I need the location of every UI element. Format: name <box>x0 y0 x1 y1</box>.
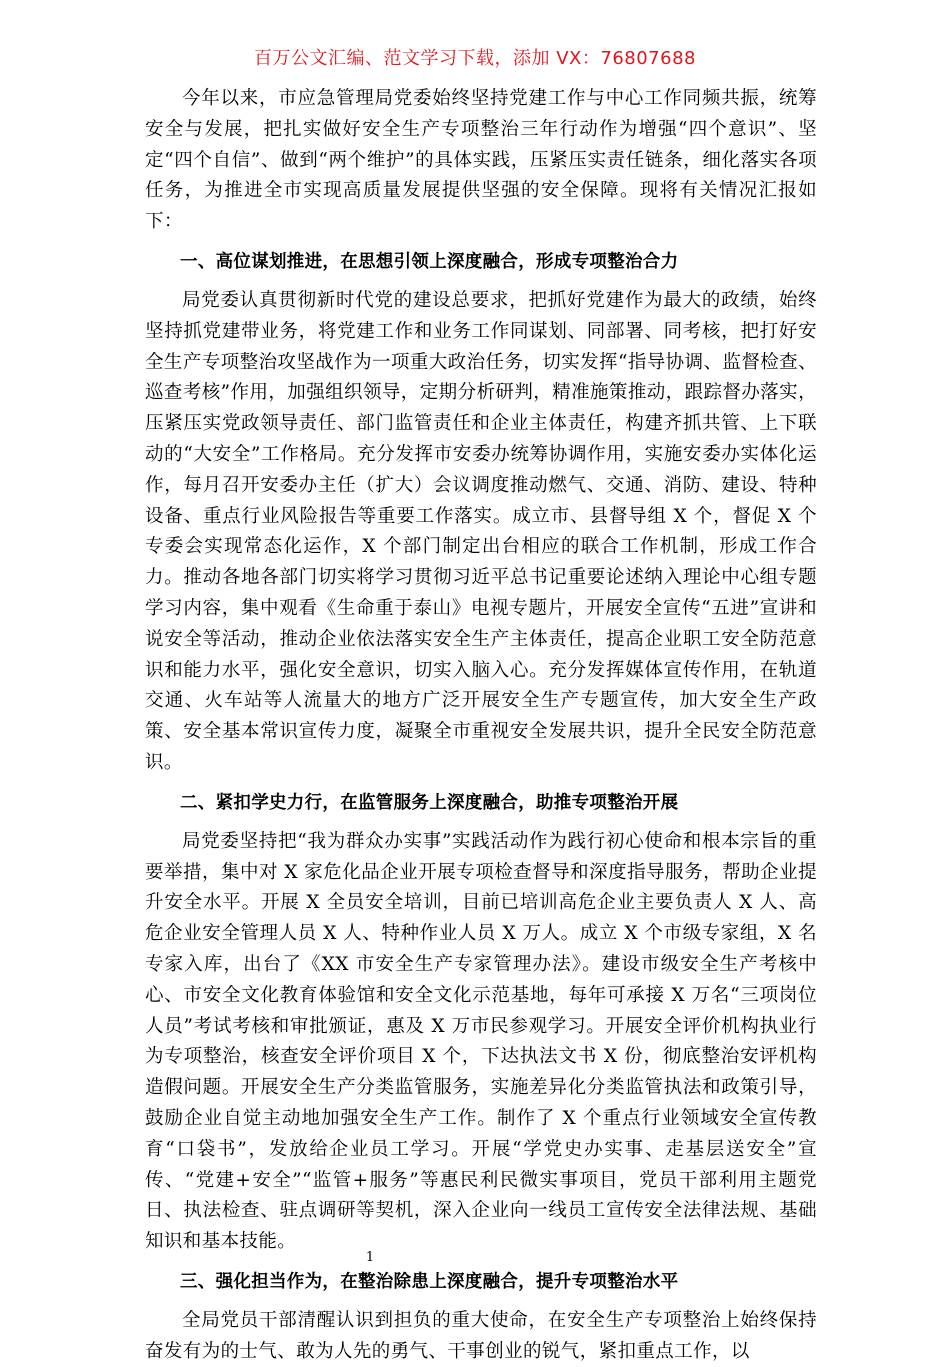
header-banner: 百万公文汇编、范文学习下载，添加 VX：76807688 <box>254 48 696 69</box>
document-body <box>145 84 817 1367</box>
intro-paragraph: 今年以来，市应急管理局党委始终坚持党建工作与中心工作同频共振，统筹安全与发展，把扎实做好安全生产专项整治三年行动作为增强“四个意识”、坚定“四个自信”、做到“两个维护”的具体实践，压紧压实责任链条，细化落实各项任务，为推进全市实现高质量发展提供坚强的安全保障。现将有关情况汇报如下： <box>145 88 817 233</box>
section-1-paragraph: 局党委认真贯彻新时代党的建设总要求，把抓好党建作为最大的政绩，始终坚持抓党建带业务，将党建工作和业务工作同谋划、同部署、同考核，把打好安全生产专项整治攻坚战作为一项重大政治任务，切实发挥“指导协调、监督检查、巡查考核”作用，加强组织领导，定期分析研判，精准施策推动，跟踪督办落实，压紧压实党政领导责任、部门监管责任和企业主体责任，构建齐抓共管、上下联动的“大安全”工作格局。充分发挥市安委办统筹协调作用，实施安委办实体化运作，每月召开安委办主任（扩大）会议调度推动燃气、交通、消防、建设、特种设备、重点行业风险报告等重要工作落实。成立市、县督导组 X 个，督促 X 个专委会实现常态化运作，X 个部门制定出台相应的联合工作机制，形成工作合力。推动各地各部门切实将学习贯彻习近平总书记重要论述纳入理论中心组专题学习内容，集中观看《生命重于泰山》电视专题片，开展安全宣传“五进”宣讲和说安全等活动，推动企业依法落实安全生产主体责任，提高企业职工安全防范意识和能力水平，强化安全意识，切实入脑入心。充分发挥媒体宣传作用，在轨道交通、火车站等人流量大的地方广泛开展安全生产专题宣传，加大安全生产政策、安全基本常识宣传力度，凝聚全市重视安全发展共识，提升全民安全防范意识。 <box>145 289 817 773</box>
section-3-heading: 三、强化担当作为，在整治除患上深度融合，提升专项整治水平 <box>180 1271 679 1292</box>
section-2-paragraph: 局党委坚持把“我为群众办实事”实践活动作为践行初心使命和根本宗旨的重要举措，集中对 X 家危化品企业开展专项检查督导和深度指导服务，帮助企业提升安全水平。开展 X 全员安全培训，目前已培训高危企业主要负责人 X 人、高危企业安全管理人员 X 人、特种作业人员 X 万人。成立 X 个市级专家组，X 名专家入库，出台了《XX 市安全生产专家管理办法》。建设市级安全生产考核中心、市安全文化教育体验馆和安全文化示范基地，每年可承接 X 万名“三项岗位人员”考试考核和审批颁证，惠及 X 万市民参观学习。开展安全评价机构执业行为专项整治，核查安全评价项目 X 个，下达执法文书 X 份，彻底整治安评机构造假问题。开展安全生产分类监管服务，实施差异化分类监管执法和政策引导，鼓励企业自觉主动地加强安全生产工作。制作了 X 个重点行业领域安全宣传教育“口袋书”，发放给企业员工学习。开展“学党史办实事、走基层送安全”宣传、“党建+安全”“监管+服务”等惠民利民微实事项目，党员干部利用主题党日、执法检查、驻点调研等契机，深入企业向一线员工宣传安全法律法规、基础知识和基本技能。 <box>145 830 817 1253</box>
section-1-heading: 一、高位谋划推进，在思想引领上深度融合，形成专项整治合力 <box>180 251 679 272</box>
section-3-paragraph: 全局党员干部清醒认识到担负的重大使命，在安全生产专项整治上始终保持奋发有为的士气、敢为人先的勇气、干事创业的锐气，紧扣重点工作，以 <box>145 1309 817 1362</box>
section-2-heading: 二、紧扣学史力行，在监管服务上深度融合，助推专项整治开展 <box>180 792 679 813</box>
page-number: 1 <box>365 1250 375 1265</box>
